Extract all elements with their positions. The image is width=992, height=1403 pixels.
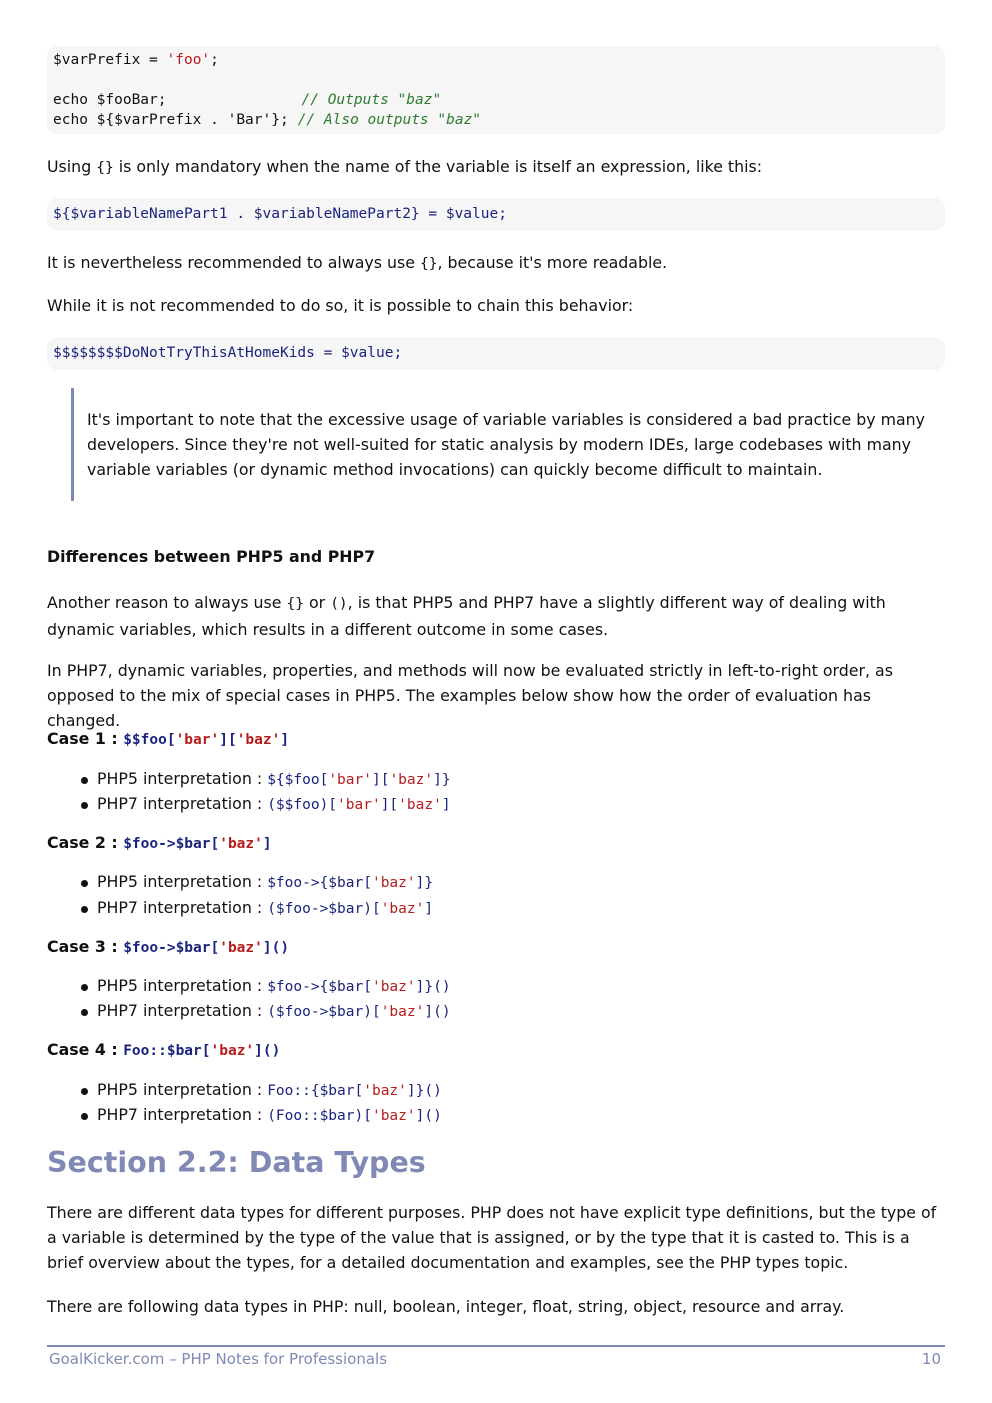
case-label: Case 3 :: [47, 937, 124, 956]
paragraph: [47, 590, 945, 642]
code-text: echo $fooBar;: [53, 92, 167, 108]
paragraph: [47, 250, 945, 277]
case-expression: $foo->$bar['baz']: [123, 836, 272, 852]
code-expression: ($foo->$bar)['baz']: [267, 901, 434, 917]
case-expression: Foo::$bar['baz'](): [123, 1043, 281, 1059]
list-item: [97, 1105, 442, 1124]
inline-code: {}: [96, 160, 114, 176]
case-heading: [47, 1040, 280, 1059]
code-line: [53, 110, 939, 130]
code-expression: (Foo::$bar)['baz'](): [267, 1108, 442, 1124]
code-line: $$$$$$$$DoNotTryThisAtHomeKids = $value;: [53, 345, 403, 361]
case-expression: $$foo['bar']['baz']: [123, 732, 290, 748]
paragraph: [47, 154, 945, 181]
code-text: echo ${$varPrefix . 'Bar'};: [53, 112, 289, 128]
paragraph-text: , is that PHP5 and PHP7 have a slightly different way of dealing with dynamic variables, which results in a different outcome in some cases.: [47, 593, 886, 639]
list-item: [97, 872, 433, 891]
code-expression: $foo->{$bar['baz']}: [267, 875, 434, 891]
paragraph: There are different data types for different purposes. PHP does not have explicit type definitions, but the type of a variable is determined by the type of the value that is assigned, or by the type that it is casted to. This is a brief overview about the types, for a detailed documentation and examples, see the PHP types topic.: [47, 1203, 937, 1272]
paragraph: In PHP7, dynamic variables, properties, and methods will now be evaluated strictly in left-to-right order, as opposed to the mix of special cases in PHP5. The examples below show how the order of evaluation has changed.: [47, 661, 893, 730]
list-item: [97, 794, 451, 813]
list-item-label: PHP7 interpretation :: [97, 794, 268, 813]
list-item: [97, 769, 451, 788]
list-item-label: PHP5 interpretation :: [97, 769, 268, 788]
paragraph-text: , because it's more readable.: [437, 253, 668, 272]
note-blockquote: [71, 388, 931, 501]
paragraph: There are following data types in PHP: null, boolean, integer, float, string, object, resource and array.: [47, 1297, 845, 1316]
code-expression: ${$foo['bar']['baz']}: [267, 772, 451, 788]
inline-code: {}: [419, 256, 438, 272]
code-comment: // Outputs "baz": [301, 92, 442, 108]
subheading: Differences between PHP5 and PHP7: [47, 547, 376, 566]
code-line-blank: [53, 70, 939, 90]
code-block-expression-variable: [47, 198, 945, 231]
list-item-label: PHP5 interpretation :: [97, 1080, 268, 1099]
paragraph-text: It is nevertheless recommended to always use: [47, 253, 420, 272]
list-item: [97, 1001, 451, 1020]
code-expression: Foo::{$bar['baz']}(): [267, 1083, 442, 1099]
case-heading: [47, 833, 272, 852]
code-expression: ($foo->$bar)['baz'](): [267, 1004, 451, 1020]
paragraph-text: is only mandatory when the name of the variable is itself an expression, like this:: [113, 157, 763, 176]
footer-source-link[interactable]: GoalKicker.com – PHP Notes for Professionals: [49, 1350, 388, 1368]
note-text: It's important to note that the excessive usage of variable variables is considered a bad practice by many developers. Since they're not well-suited for static analysis by modern IDEs, large codebases with many variable variables (or dynamic method invocations) can quickly become difficult to maintain.: [87, 410, 926, 479]
code-expression: $foo->{$bar['baz']}(): [267, 979, 451, 995]
paragraph: While it is not recommended to do so, it is possible to chain this behavior:: [47, 296, 634, 315]
code-block-variable-prefix: [47, 46, 945, 134]
paragraph-text: Another reason to always use: [47, 593, 287, 612]
list-item: [97, 1080, 442, 1099]
case-label: Case 2 :: [47, 833, 124, 852]
page-number: 10: [921, 1350, 941, 1368]
paragraph-text: or: [304, 593, 331, 612]
code-line: $varPrefix = 'foo';: [53, 52, 219, 68]
list-item: [97, 976, 451, 995]
list-item-label: PHP5 interpretation :: [97, 976, 268, 995]
case-label: Case 4 :: [47, 1040, 124, 1059]
section-title: Section 2.2: Data Types: [47, 1146, 426, 1179]
list-item-label: PHP7 interpretation :: [97, 1001, 268, 1020]
paragraph-text: Using: [47, 157, 97, 176]
case-label: Case 1 :: [47, 729, 124, 748]
inline-code: {}: [286, 596, 304, 612]
code-line: ${$variableNamePart1 . $variableNamePart2} = $value;: [53, 206, 507, 222]
list-item: [97, 898, 433, 917]
list-item-label: PHP7 interpretation :: [97, 898, 268, 917]
case-expression: $foo->$bar['baz'](): [123, 940, 290, 956]
code-block-chained-variables: [47, 337, 945, 370]
case-heading: [47, 937, 289, 956]
inline-code: (): [330, 596, 348, 612]
footer-divider: [47, 1345, 945, 1347]
list-item-label: PHP7 interpretation :: [97, 1105, 268, 1124]
code-comment: // Also outputs "baz": [297, 112, 482, 128]
code-line: [53, 90, 939, 110]
case-heading: [47, 729, 289, 748]
list-item-label: PHP5 interpretation :: [97, 872, 268, 891]
code-expression: ($$foo)['bar']['baz']: [267, 797, 451, 813]
